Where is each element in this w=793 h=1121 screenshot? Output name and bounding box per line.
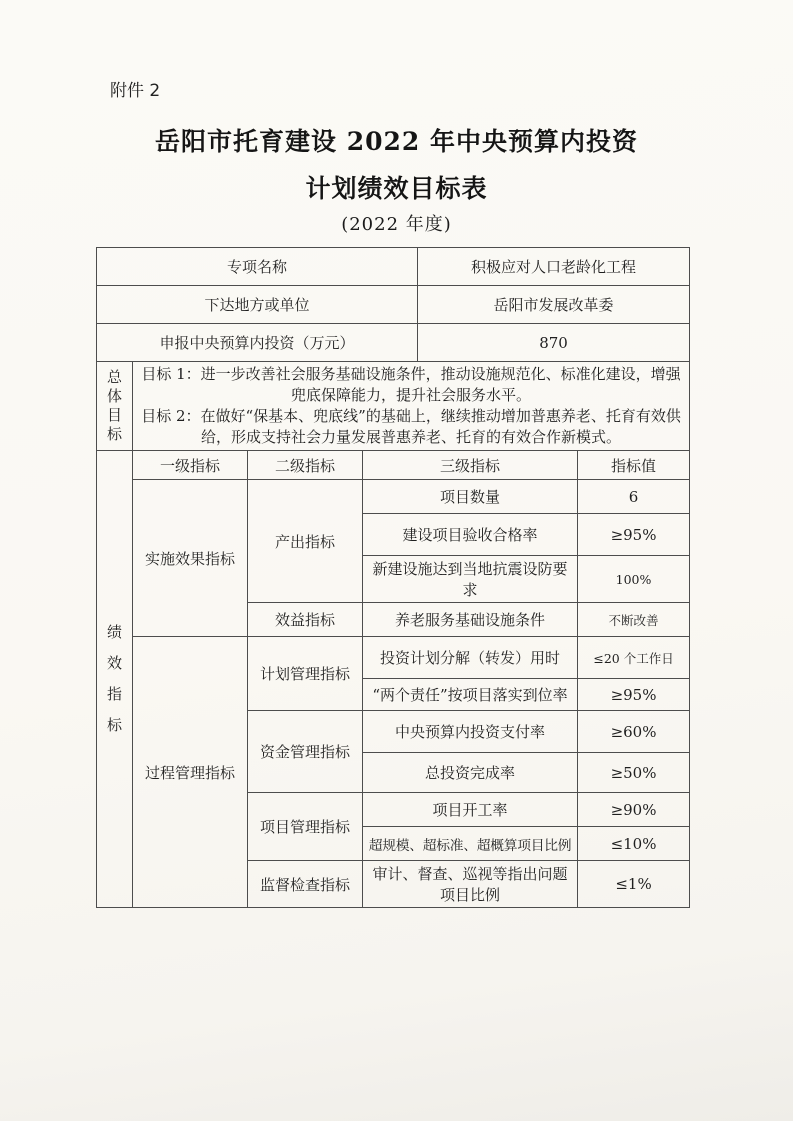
value-cell: ≥95% xyxy=(578,514,690,556)
info-label-cell: 下达地方或单位 xyxy=(97,286,418,324)
value-cell: ≤1% xyxy=(578,861,690,908)
document-title xyxy=(0,118,793,212)
info-value-cell: 岳阳市发展改革委 xyxy=(418,286,690,324)
goal-line-1: 目标 1：进一步改善社会服务基础设施条件，推动设施规范化、标准化建设，增强兜底保障能力，提升社会服务水平。 xyxy=(141,365,681,404)
title-line-1: 岳阳市托育建设 2022 年中央预算内投资 xyxy=(155,127,638,156)
performance-indicators-label-cell xyxy=(97,451,133,908)
info-label-cell: 申报中央预算内投资（万元） xyxy=(97,324,418,362)
info-label-cell: 专项名称 xyxy=(97,248,418,286)
overall-goal-label: 总体目标 xyxy=(106,368,122,443)
level3-cell: 项目数量 xyxy=(363,480,578,514)
level3-cell: 总投资完成率 xyxy=(363,753,578,793)
header-level1-cell: 一级指标 xyxy=(133,451,248,480)
document-subtitle: (2022 年度) xyxy=(341,214,452,235)
value-cell: 100% xyxy=(578,556,690,603)
performance-target-table xyxy=(96,247,690,908)
level3-cell: 中央预算内投资支付率 xyxy=(363,711,578,753)
info-value-cell: 870 xyxy=(418,324,690,362)
info-row xyxy=(97,248,690,286)
value-cell: ≥50% xyxy=(578,753,690,793)
value-cell: 不断改善 xyxy=(578,603,690,637)
indicator-row xyxy=(97,480,690,514)
indicator-row xyxy=(97,637,690,679)
level2-cell: 计划管理指标 xyxy=(248,637,363,711)
attachment-label: 附件 2 xyxy=(110,81,161,101)
level3-cell: 超规模、超标准、超概算项目比例 xyxy=(363,827,578,861)
level1-cell: 实施效果指标 xyxy=(133,480,248,637)
level3-cell: 项目开工率 xyxy=(363,793,578,827)
level2-cell: 产出指标 xyxy=(248,480,363,603)
value-cell: ≥95% xyxy=(578,679,690,711)
level3-cell: 新建设施达到当地抗震设防要求 xyxy=(363,556,578,603)
overall-goal-label-cell xyxy=(97,362,133,451)
level2-cell: 监督检查指标 xyxy=(248,861,363,908)
level2-cell: 项目管理指标 xyxy=(248,793,363,861)
value-cell: ≤10% xyxy=(578,827,690,861)
overall-goal-text-cell xyxy=(133,362,690,451)
value-cell: ≥90% xyxy=(578,793,690,827)
level2-cell: 资金管理指标 xyxy=(248,711,363,793)
level2-cell: 效益指标 xyxy=(248,603,363,637)
performance-indicators-label: 绩效指标 xyxy=(106,623,122,734)
level3-cell: 建设项目验收合格率 xyxy=(363,514,578,556)
level3-cell: 投资计划分解（转发）用时 xyxy=(363,637,578,679)
level1-cell: 过程管理指标 xyxy=(133,637,248,908)
level3-cell: 养老服务基础设施条件 xyxy=(363,603,578,637)
info-row xyxy=(97,286,690,324)
value-cell: ≥60% xyxy=(578,711,690,753)
header-value-cell: 指标值 xyxy=(578,451,690,480)
level3-cell: 审计、督查、巡视等指出问题项目比例 xyxy=(363,861,578,908)
header-level3-cell: 三级指标 xyxy=(363,451,578,480)
overall-goal-row xyxy=(97,362,690,451)
goal-line-2: 目标 2：在做好“保基本、兜底线”的基础上，继续推动增加普惠养老、托育有效供给，形成支持社会力量发展普惠养老、托育的有效合作新模式。 xyxy=(141,407,681,446)
level3-cell: “两个责任”按项目落实到位率 xyxy=(363,679,578,711)
title-line-2: 计划绩效目标表 xyxy=(305,174,488,203)
value-cell: 6 xyxy=(578,480,690,514)
info-value-cell: 积极应对人口老龄化工程 xyxy=(418,248,690,286)
indicator-header-row xyxy=(97,451,690,480)
header-level2-cell: 二级指标 xyxy=(248,451,363,480)
value-cell: ≤20 个工作日 xyxy=(578,637,690,679)
info-row xyxy=(97,324,690,362)
